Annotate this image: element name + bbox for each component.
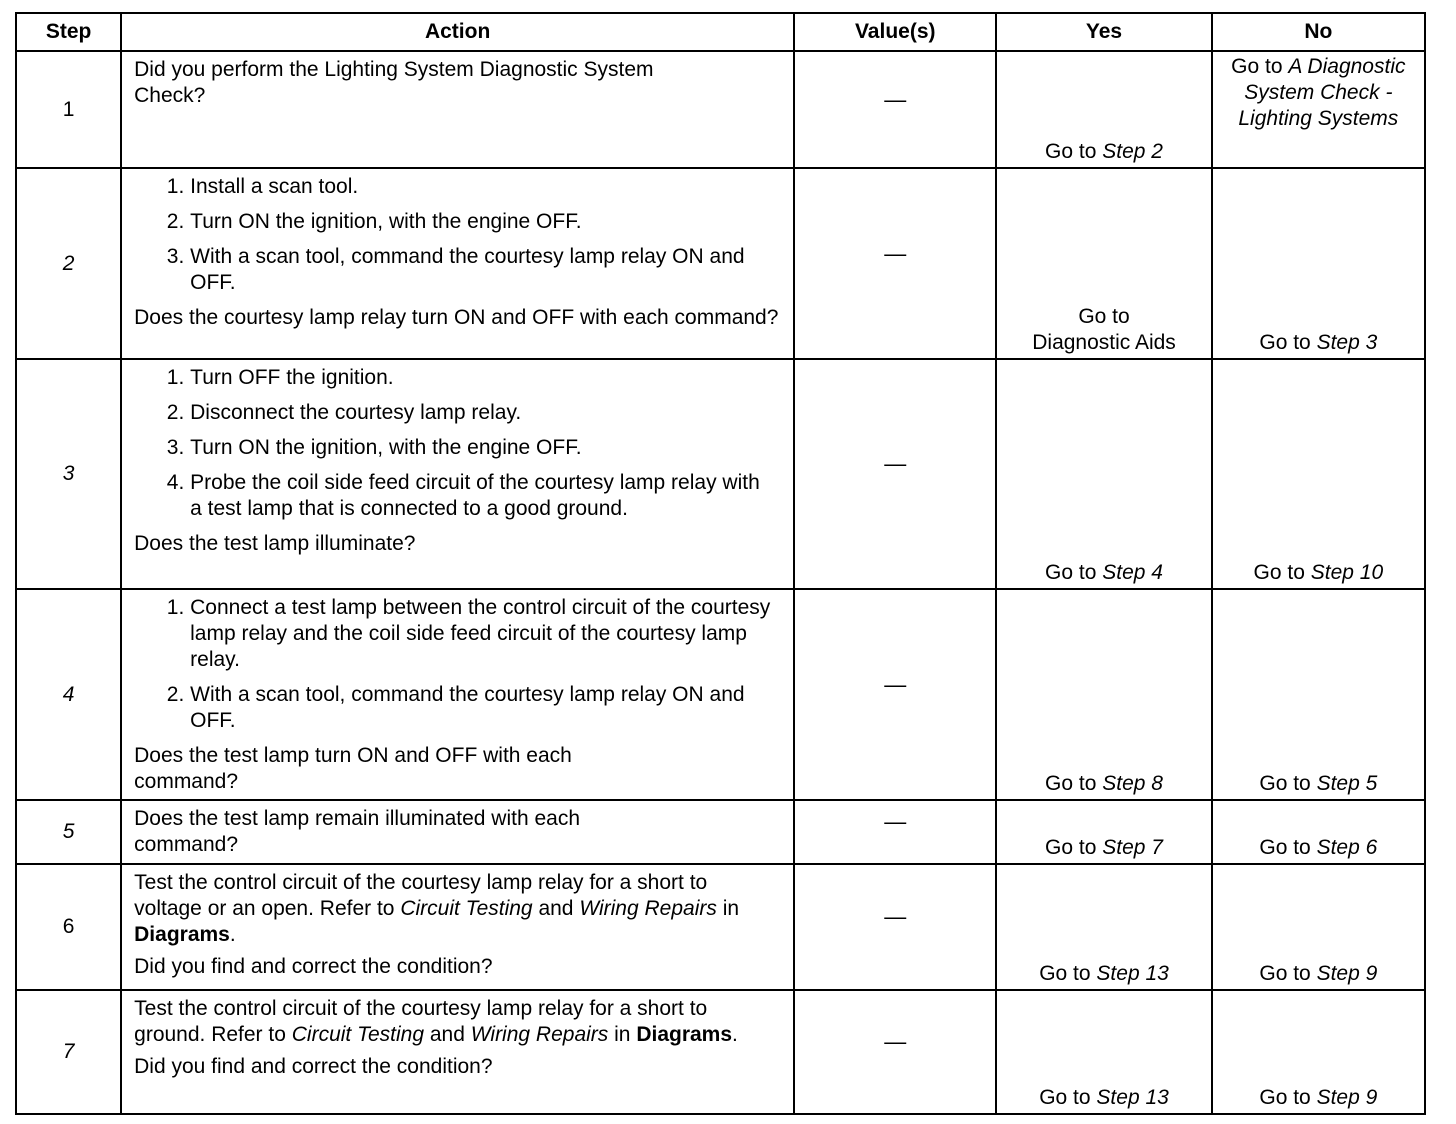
- procedure-item: 1. Connect a test lamp between the control circuit of the courtesy lamp relay and the coil side feed circuit of the courtesy lamp relay.: [190, 595, 785, 673]
- yes-link[interactable]: Step 8: [1102, 772, 1163, 795]
- question-text: Did you find and correct the condition?: [134, 955, 493, 978]
- header-yes: Yes: [996, 13, 1211, 51]
- step-number: 4: [16, 589, 121, 800]
- no-link[interactable]: Step 3: [1316, 331, 1378, 354]
- step-number: 2: [16, 168, 121, 359]
- header-values: Value(s): [794, 13, 996, 51]
- action-cell: [121, 990, 794, 1114]
- yes-cell: [996, 990, 1211, 1114]
- action-cell: [121, 51, 794, 168]
- step-row-3: [16, 359, 1425, 589]
- value-cell: —: [794, 51, 996, 168]
- yes-cell: [996, 864, 1211, 990]
- go-to-label: Go to: [1039, 1086, 1091, 1109]
- value-cell: —: [794, 359, 996, 589]
- procedure-item: 2. Disconnect the courtesy lamp relay.: [190, 400, 785, 426]
- go-to-label: Go to: [1259, 331, 1311, 354]
- go-to-label: Go to: [1039, 962, 1091, 985]
- question-text: Does the test lamp turn ON and OFF with each command?: [134, 744, 572, 793]
- circuit-testing-ref[interactable]: Circuit Testing: [400, 897, 533, 920]
- value-cell: —: [794, 800, 996, 864]
- yes-cell: [996, 51, 1211, 168]
- value-cell: —: [794, 168, 996, 359]
- procedure-list: [134, 595, 785, 734]
- procedure-item: 3. With a scan tool, command the courtesy lamp relay ON and OFF.: [190, 244, 785, 296]
- go-to-label: Go to: [1045, 836, 1097, 859]
- go-to-label: Go to: [1078, 305, 1130, 328]
- question-text: Does the courtesy lamp relay turn ON and OFF with each command?: [134, 306, 779, 329]
- step-number: 5: [16, 800, 121, 864]
- action-cell: [121, 168, 794, 359]
- diagnostic-table: [15, 12, 1426, 1115]
- step-number: 1: [16, 51, 121, 168]
- go-to-label: Go to: [1253, 561, 1305, 584]
- go-to-label: Go to: [1259, 962, 1311, 985]
- step-number: 3: [16, 359, 121, 589]
- question-text: Does the test lamp illuminate?: [134, 532, 416, 555]
- step-row-5: [16, 800, 1425, 864]
- go-to-label: Go to: [1045, 772, 1097, 795]
- no-link[interactable]: Step 5: [1316, 772, 1378, 795]
- yes-link[interactable]: Step 7: [1102, 836, 1163, 859]
- yes-link[interactable]: Diagnostic Aids: [1032, 331, 1176, 354]
- step-number: 6: [16, 864, 121, 990]
- procedure-item: 4. Probe the coil side feed circuit of the courtesy lamp relay with a test lamp that is connected to a good ground.: [190, 470, 785, 522]
- go-to-label: Go to: [1259, 772, 1311, 795]
- procedure-item: 2. With a scan tool, command the courtesy lamp relay ON and OFF.: [190, 682, 785, 734]
- go-to-label: Go to: [1259, 836, 1311, 859]
- yes-cell: [996, 359, 1211, 589]
- no-link[interactable]: Step 10: [1310, 561, 1384, 584]
- no-cell: [1212, 168, 1425, 359]
- header-no: No: [1212, 13, 1425, 51]
- no-link[interactable]: Step 9: [1316, 1086, 1378, 1109]
- action-cell: [121, 800, 794, 864]
- no-cell: [1212, 51, 1425, 168]
- step-row-7: [16, 990, 1425, 1114]
- value-cell: —: [794, 864, 996, 990]
- no-link[interactable]: A Diagnostic System Check - Lighting Systems: [1238, 55, 1406, 130]
- go-to-label: Go to: [1259, 1086, 1311, 1109]
- step-row-2: [16, 168, 1425, 359]
- step-row-6: [16, 864, 1425, 990]
- yes-link[interactable]: Step 13: [1096, 962, 1169, 985]
- instruction-text: Test the control circuit of the courtesy lamp relay for a short to ground. Refer to Circuit Testing and Wiring Repairs in Diagrams.: [134, 997, 738, 1046]
- action-cell: [121, 589, 794, 800]
- go-to-label: Go to: [1045, 561, 1097, 584]
- step-number: 7: [16, 990, 121, 1114]
- procedure-item: 1. Turn OFF the ignition.: [190, 365, 785, 391]
- step-row-1: [16, 51, 1425, 168]
- value-cell: —: [794, 589, 996, 800]
- instruction-text: Test the control circuit of the courtesy lamp relay for a short to voltage or an open. Refer to Circuit Testing and Wiring Repairs in Diagrams.: [134, 871, 740, 946]
- action-cell: [121, 864, 794, 990]
- no-cell: [1212, 800, 1425, 864]
- procedure-item: 3. Turn ON the ignition, with the engine OFF.: [190, 435, 785, 461]
- yes-link[interactable]: Step 13: [1096, 1086, 1169, 1109]
- diagrams-ref[interactable]: Diagrams: [636, 1023, 733, 1046]
- circuit-testing-ref[interactable]: Circuit Testing: [291, 1023, 425, 1046]
- yes-cell: [996, 800, 1211, 864]
- action-cell: [121, 359, 794, 589]
- no-link[interactable]: Step 6: [1316, 836, 1378, 859]
- no-cell: [1212, 359, 1425, 589]
- header-row: [16, 13, 1425, 51]
- go-to-label: Go to: [1231, 55, 1283, 78]
- yes-cell: [996, 168, 1211, 359]
- procedure-list: [134, 174, 785, 296]
- yes-link[interactable]: Step 2: [1102, 140, 1163, 163]
- question-text: Did you perform the Lighting System Diagnostic System Check?: [134, 58, 654, 107]
- procedure-item: 2. Turn ON the ignition, with the engine OFF.: [190, 209, 785, 235]
- no-cell: [1212, 990, 1425, 1114]
- question-text: Does the test lamp remain illuminated with each command?: [134, 807, 581, 856]
- no-cell: [1212, 589, 1425, 800]
- diagrams-ref[interactable]: Diagrams: [134, 923, 230, 946]
- wiring-repairs-ref[interactable]: Wiring Repairs: [579, 897, 717, 920]
- header-step: Step: [16, 13, 121, 51]
- yes-cell: [996, 589, 1211, 800]
- yes-link[interactable]: Step 4: [1102, 561, 1163, 584]
- no-cell: [1212, 864, 1425, 990]
- step-row-4: [16, 589, 1425, 800]
- question-text: Did you find and correct the condition?: [134, 1055, 493, 1078]
- value-cell: —: [794, 990, 996, 1114]
- header-action: Action: [121, 13, 794, 51]
- go-to-label: Go to: [1045, 140, 1097, 163]
- wiring-repairs-ref[interactable]: Wiring Repairs: [470, 1023, 609, 1046]
- no-link[interactable]: Step 9: [1316, 962, 1378, 985]
- procedure-list: [134, 365, 785, 522]
- procedure-item: 1. Install a scan tool.: [190, 174, 785, 200]
